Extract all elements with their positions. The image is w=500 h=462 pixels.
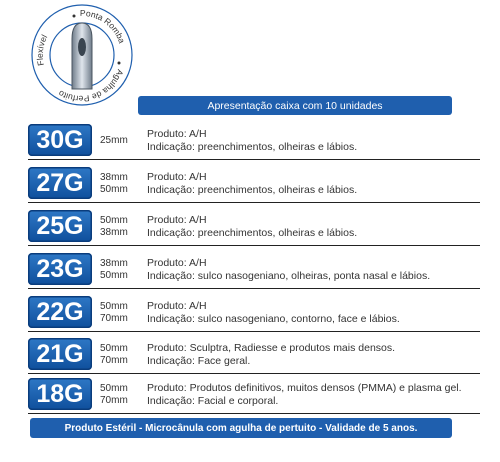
length-value: 38mm xyxy=(100,171,128,183)
description xyxy=(147,294,487,331)
description xyxy=(147,336,487,373)
gauge-badge: 30G xyxy=(28,124,92,156)
table-row xyxy=(28,122,480,160)
indicacao-text: Indicação: preenchimentos, olheiras e lábios. xyxy=(147,226,358,239)
cannula-tip-icon xyxy=(72,23,92,89)
length-value: 38mm xyxy=(100,257,128,269)
produto-text: Produto: Produtos definitivos, muitos densos (PMMA) e plasma gel. xyxy=(147,381,462,394)
length-value: 70mm xyxy=(100,312,128,324)
lengths-list xyxy=(100,294,140,331)
description xyxy=(147,208,487,245)
produto-text: Produto: A/H xyxy=(147,170,207,183)
logo-text-flexivel: Flexível xyxy=(34,32,50,67)
length-value: 50mm xyxy=(100,214,128,226)
length-value: 50mm xyxy=(100,300,128,312)
lengths-list xyxy=(100,251,140,288)
length-value: 50mm xyxy=(100,342,128,354)
length-value: 25mm xyxy=(100,134,128,146)
logo-text-agulha: Agulha de Perfuito xyxy=(56,68,126,104)
description xyxy=(147,376,487,413)
description xyxy=(147,251,487,288)
table-row xyxy=(28,251,480,289)
presentation-banner xyxy=(138,96,452,115)
description xyxy=(147,122,487,159)
length-value: 50mm xyxy=(100,382,128,394)
table-row xyxy=(28,208,480,246)
table-row xyxy=(28,336,480,374)
lengths-list xyxy=(100,122,140,159)
indicacao-text: Indicação: sulco nasogeniano, contorno, face e lábios. xyxy=(147,312,400,325)
lengths-list xyxy=(100,208,140,245)
produto-text: Produto: A/H xyxy=(147,213,207,226)
length-value: 70mm xyxy=(100,394,128,406)
indicacao-text: Indicação: Facial e corporal. xyxy=(147,394,279,407)
indicacao-text: Indicação: preenchimentos, olheiras e lábios. xyxy=(147,183,358,196)
length-value: 50mm xyxy=(100,183,128,195)
lengths-list xyxy=(100,376,140,413)
length-value: 70mm xyxy=(100,354,128,366)
indicacao-text: Indicação: sulco nasogeniano, olheiras, ponta nasal e lábios. xyxy=(147,269,431,282)
indicacao-text: Indicação: Face geral. xyxy=(147,354,251,367)
gauge-badge: 25G xyxy=(28,210,92,242)
sterile-product-banner-label: Produto Estéril - Microcânula com agulha de pertuito - Validade de 5 anos. xyxy=(64,422,418,434)
gauge-badge: 27G xyxy=(28,167,92,199)
description xyxy=(147,165,487,202)
length-value: 50mm xyxy=(100,269,128,281)
logo-text-ponta-romba: Ponta Romba xyxy=(79,7,128,45)
table-row xyxy=(28,376,480,414)
lengths-list xyxy=(100,336,140,373)
produto-text: Produto: Sculptra, Radiesse e produtos mais densos. xyxy=(147,341,396,354)
produto-text: Produto: A/H xyxy=(147,299,207,312)
table-row xyxy=(28,165,480,203)
produto-text: Produto: A/H xyxy=(147,127,207,140)
lengths-list xyxy=(100,165,140,202)
brand-logo xyxy=(30,3,134,107)
gauge-badge: 22G xyxy=(28,296,92,328)
svg-text:Flexível xyxy=(35,33,50,67)
table-row xyxy=(28,294,480,332)
presentation-banner-label: Apresentação caixa com 10 unidades xyxy=(207,99,383,112)
gauge-badge: 21G xyxy=(28,338,92,370)
length-value: 38mm xyxy=(100,226,128,238)
gauge-badge: 18G xyxy=(28,378,92,410)
indicacao-text: Indicação: preenchimentos, olheiras e lábios. xyxy=(147,140,358,153)
sterile-product-banner xyxy=(30,418,452,438)
produto-text: Produto: A/H xyxy=(147,256,207,269)
gauge-badge: 23G xyxy=(28,253,92,285)
